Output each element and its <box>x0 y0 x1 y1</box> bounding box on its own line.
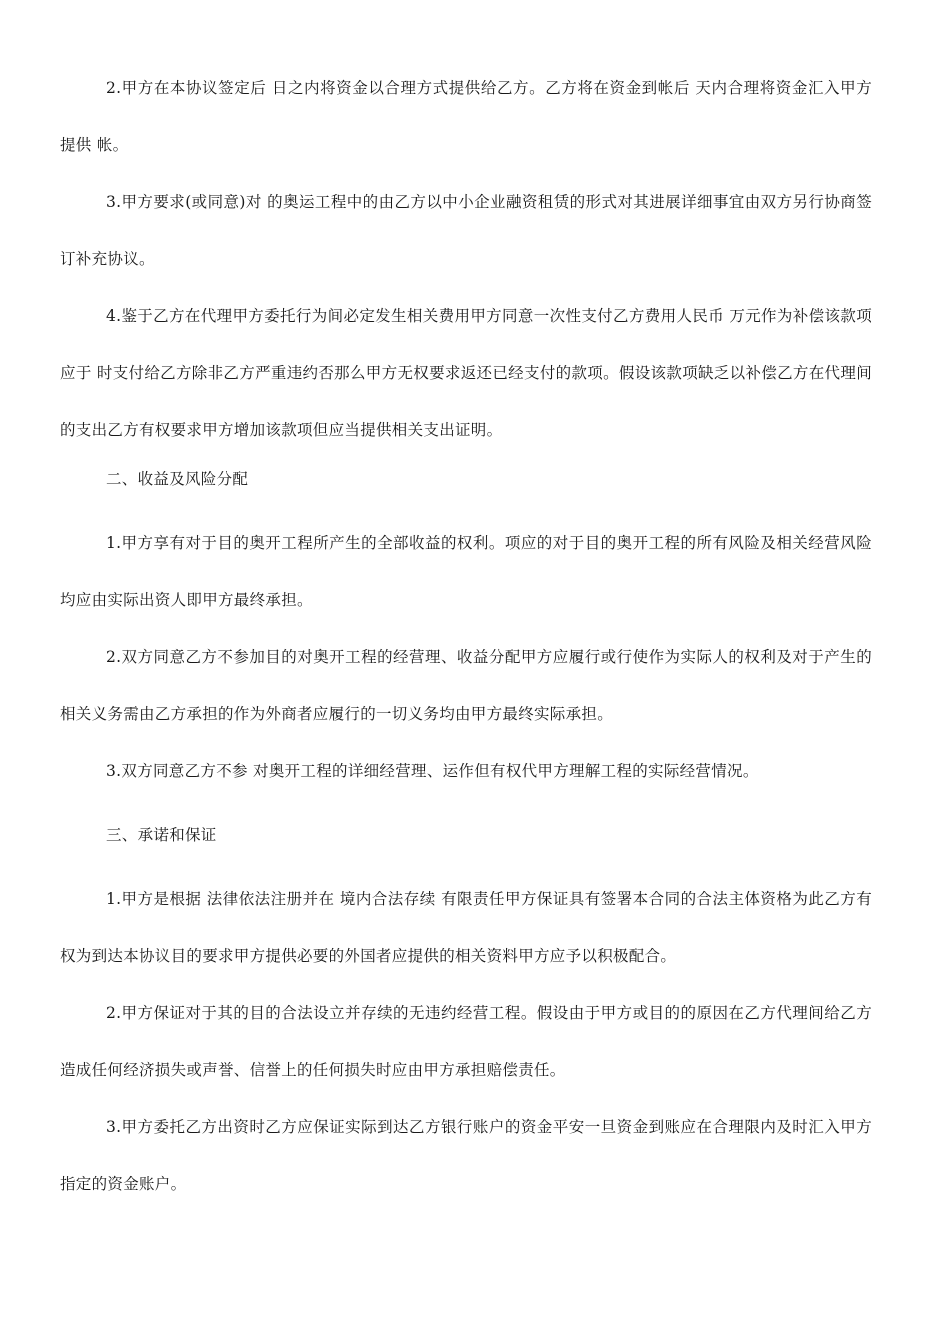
paragraph-management-obligations: 2.双方同意乙方不参加目的对奥开工程的经营理、收益分配甲方应履行或行使作为实际人的权利及对于产生的相关义务需由乙方承担的作为外商者应履行的一切义务均由甲方最终实际承担。 <box>60 648 872 723</box>
paragraph-revenue-rights: 1.甲方享有对于目的奥开工程所产生的全部收益的权利。项应的对于目的奥开工程的所有风险及相关经营风险均应由实际出资人即甲方最终承担。 <box>60 534 872 609</box>
paragraph-leasing-agreement: 3.甲方要求(或同意)对 的奥运工程中的由乙方以中小企业融资租赁的形式对其进展详细事宜由双方另行协商签订补充协议。 <box>60 193 872 268</box>
paragraph-fund-security: 3.甲方委托乙方出资时乙方应保证实际到达乙方银行账户的资金平安一旦资金到账应在合理限内及时汇入甲方指定的资金账户。 <box>60 1118 872 1193</box>
paragraph-operation-rights: 3.双方同意乙方不参 对奥开工程的详细经营理、运作但有权代甲方理解工程的实际经营情况。 <box>106 762 759 780</box>
paragraph-compensation-fee: 4.鉴于乙方在代理甲方委托行为间必定发生相关费用甲方同意一次性支付乙方费用人民币 万元作为补偿该款项应于 时支付给乙方除非乙方严重违约否那么甲方无权要求返还已经支付的款项。假设该款项缺乏以补偿乙方在代理间的支出乙方有权要求甲方增加该款项但应当提供相关支出证明。 <box>60 307 872 439</box>
paragraph-fund-transfer: 2.甲方在本协议签定后 日之内将资金以合理方式提供给乙方。乙方将在资金到帐后 天内合理将资金汇入甲方提供 帐。 <box>60 79 872 154</box>
section-heading-revenue-risk: 二、收益及风险分配 <box>106 470 249 488</box>
paragraph-liability-guarantee: 2.甲方保证对于其的目的合法设立并存续的无违约经营工程。假设由于甲方或目的的原因在乙方代理间给乙方造成任何经济损失或声誉、信誉上的任何损失时应由甲方承担赔偿责任。 <box>60 1004 872 1079</box>
paragraph-legal-qualification: 1.甲方是根据 法律依法注册并在 境内合法存续 有限责任甲方保证具有签署本合同的合法主体资格为此乙方有权为到达本协议目的要求甲方提供必要的外国者应提供的相关资料甲方应予以积极配合。 <box>60 890 872 965</box>
section-heading-commitments: 三、承诺和保证 <box>106 826 217 844</box>
